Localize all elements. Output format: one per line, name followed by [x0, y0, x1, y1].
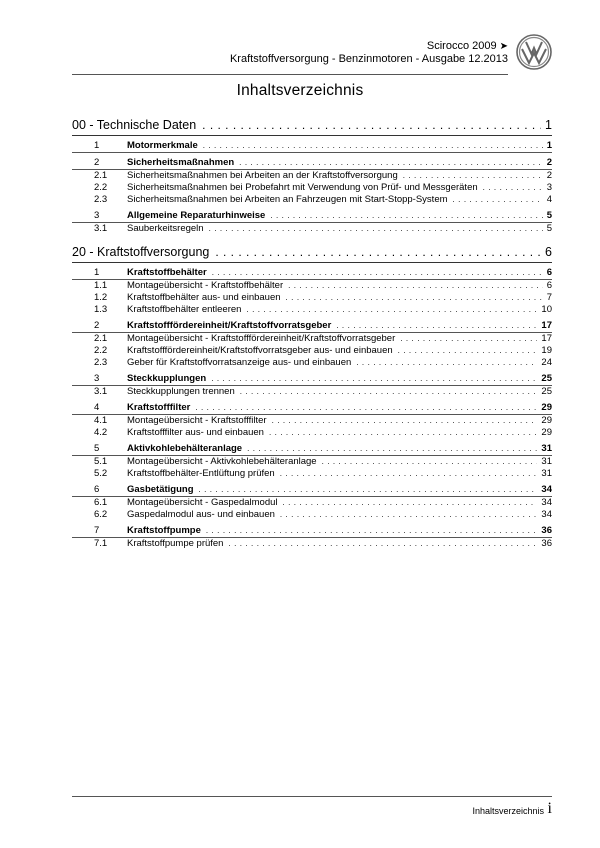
toc-chapter-row[interactable] — [72, 443, 552, 456]
item-page: 24 — [541, 357, 552, 368]
chapter-page: 36 — [541, 525, 552, 536]
dot-leader — [246, 304, 537, 316]
section-divider — [72, 262, 552, 263]
dot-leader — [209, 223, 543, 235]
toc-item-row[interactable] — [72, 292, 552, 304]
item-page: 3 — [546, 182, 552, 193]
dot-leader — [239, 157, 543, 169]
chapter-page: 31 — [541, 443, 552, 454]
dot-leader — [269, 427, 537, 439]
toc-chapter-row[interactable] — [72, 210, 552, 223]
item-title: Sicherheitsmaßnahmen bei Probefahrt mit Verwendung von Prüf- und Messgeräten — [127, 182, 478, 193]
page-header — [230, 40, 508, 66]
item-page: 5 — [546, 223, 552, 234]
dot-leader — [280, 509, 538, 521]
toc-item-row[interactable] — [72, 333, 552, 345]
dot-leader — [283, 497, 538, 509]
chapter-number: 1 — [94, 140, 100, 151]
toc-section-row[interactable] — [72, 242, 552, 262]
chapter-title: Kraftstoffpumpe — [127, 525, 201, 536]
toc-chapter-row[interactable] — [72, 157, 552, 170]
dot-leader — [288, 280, 543, 292]
item-page: 29 — [541, 427, 552, 438]
toc-item-row[interactable] — [72, 427, 552, 439]
item-title: Kraftstoffpumpe prüfen — [127, 538, 224, 549]
item-page: 31 — [541, 456, 552, 467]
toc-item-row[interactable] — [72, 304, 552, 316]
dot-leader — [247, 443, 537, 455]
chapter-number: 5 — [94, 443, 100, 454]
toc-item-row[interactable] — [72, 194, 552, 206]
item-number: 2.3 — [94, 357, 108, 368]
chapter-number: 2 — [94, 320, 100, 331]
chapter-number: 3 — [94, 210, 100, 221]
table-of-contents — [72, 114, 552, 550]
dot-leader — [280, 468, 538, 480]
chapter-page: 25 — [541, 373, 552, 384]
item-title: Kraftstofffilter aus- und einbauen — [127, 427, 264, 438]
chapter-title: Motormerkmale — [127, 140, 198, 151]
item-title: Kraftstoffbehälter-Entlüftung prüfen — [127, 468, 275, 479]
item-title: Sicherheitsmaßnahmen bei Arbeiten an der Kraftstoffversorgung — [127, 170, 398, 181]
section-divider — [72, 135, 552, 136]
dot-leader — [206, 525, 538, 537]
chapter-page: 2 — [546, 157, 552, 168]
dot-leader — [286, 292, 543, 304]
item-number: 3.1 — [94, 386, 108, 397]
toc-chapter-row[interactable] — [72, 525, 552, 538]
item-number: 3.1 — [94, 223, 108, 234]
toc-item-row[interactable] — [72, 456, 552, 468]
chapter-title: Allgemeine Reparaturhinweise — [127, 210, 266, 221]
chapter-title: Kraftstofffilter — [127, 402, 191, 413]
item-page: 6 — [546, 280, 552, 291]
item-title: Montageübersicht - Kraftstoffbehälter — [127, 280, 284, 291]
item-number: 2.1 — [94, 333, 108, 344]
footer-page-number: i — [547, 800, 552, 817]
toc-item-row[interactable] — [72, 223, 552, 235]
dot-leader — [356, 357, 537, 369]
toc-item-row[interactable] — [72, 538, 552, 550]
item-number: 1.3 — [94, 304, 108, 315]
item-page: 31 — [541, 468, 552, 479]
model-label: Scirocco 2009 — [426, 40, 497, 52]
toc-chapter-row[interactable] — [72, 402, 552, 415]
section-spacer — [72, 235, 552, 241]
chapter-page: 5 — [546, 210, 552, 221]
toc-chapter-row[interactable] — [72, 484, 552, 497]
item-page: 34 — [541, 509, 552, 520]
item-number: 2.2 — [94, 345, 108, 356]
item-number: 2.2 — [94, 182, 108, 193]
item-page: 7 — [546, 292, 552, 303]
section-page: 6 — [545, 245, 552, 259]
toc-section-row[interactable] — [72, 115, 552, 135]
chapter-title: Aktivkohlebehälteranlage — [127, 443, 243, 454]
item-number: 1.1 — [94, 280, 108, 291]
dot-leader — [240, 386, 538, 398]
item-title: Sicherheitsmaßnahmen bei Arbeiten an Fahrzeugen mit Start-Stopp-System — [127, 194, 448, 205]
footer-label: Inhaltsverzeichnis — [472, 806, 544, 816]
item-page: 29 — [541, 415, 552, 426]
item-title: Steckkupplungen trennen — [127, 386, 235, 397]
dot-leader — [483, 182, 543, 194]
dot-leader — [453, 194, 543, 206]
toc-item-row[interactable] — [72, 170, 552, 182]
toc-chapter-row[interactable] — [72, 140, 552, 153]
arrow-icon: ➤ — [499, 41, 508, 52]
item-title: Montageübersicht - Kraftstofffördereinheit/Kraftstoffvorratsgeber — [127, 333, 396, 344]
item-page: 4 — [546, 194, 552, 205]
toc-item-row[interactable] — [72, 357, 552, 369]
item-number: 4.1 — [94, 415, 108, 426]
toc-item-row[interactable] — [72, 345, 552, 357]
dot-leader — [211, 373, 537, 385]
item-title: Geber für Kraftstoffvorratsanzeige aus- und einbauen — [127, 357, 352, 368]
toc-item-row[interactable] — [72, 509, 552, 521]
page-title: Inhaltsverzeichnis — [236, 82, 364, 99]
chapter-page: 17 — [541, 320, 552, 331]
item-title: Kraftstoffbehälter aus- und einbauen — [127, 292, 281, 303]
item-number: 4.2 — [94, 427, 108, 438]
chapter-number: 3 — [94, 373, 100, 384]
item-number: 2.3 — [94, 194, 108, 205]
header-subtitle: Kraftstoffversorgung - Benzinmotoren - Ausgabe 12.2013 — [229, 53, 508, 65]
toc-section — [72, 115, 552, 235]
item-page: 36 — [541, 538, 552, 549]
item-title: Sauberkeitsregeln — [127, 223, 204, 234]
chapter-number: 2 — [94, 157, 100, 168]
toc-chapter-row[interactable] — [72, 267, 552, 280]
item-title: Kraftstofffördereinheit/Kraftstoffvorratsgeber aus- und einbauen — [127, 345, 393, 356]
item-title: Montageübersicht - Gaspedalmodul — [127, 497, 278, 508]
toc-item-row[interactable] — [72, 386, 552, 398]
item-number: 6.1 — [94, 497, 108, 508]
item-title: Kraftstoffbehälter entleeren — [127, 304, 242, 315]
item-number: 7.1 — [94, 538, 108, 549]
item-page: 10 — [541, 304, 552, 315]
chapter-number: 7 — [94, 525, 100, 536]
dot-leader — [195, 402, 537, 414]
item-page: 2 — [546, 170, 552, 181]
item-title: Gaspedalmodul aus- und einbauen — [127, 509, 275, 520]
toc-section — [72, 235, 552, 550]
chapter-number: 1 — [94, 267, 100, 278]
footer-divider — [72, 796, 552, 797]
vw-logo-icon — [516, 34, 552, 70]
toc-item-row[interactable] — [72, 182, 552, 194]
item-title: Montageübersicht - Kraftstofffilter — [127, 415, 267, 426]
header-divider — [72, 74, 508, 75]
dot-leader — [212, 267, 543, 279]
dot-leader — [272, 415, 538, 427]
chapter-title: Gasbetätigung — [127, 484, 194, 495]
chapter-title: Steckkupplungen — [127, 373, 207, 384]
section-page: 1 — [545, 118, 552, 132]
chapter-title: Kraftstofffördereinheit/Kraftstoffvorratsgeber — [127, 320, 332, 331]
dot-leader — [398, 345, 538, 357]
chapter-page: 6 — [546, 267, 552, 278]
section-title: 00 - Technische Daten — [72, 118, 197, 132]
dot-leader — [403, 170, 543, 182]
dot-leader — [322, 456, 538, 468]
chapter-number: 4 — [94, 402, 100, 413]
toc-item-row[interactable] — [72, 468, 552, 480]
dot-leader — [400, 333, 537, 345]
dot-leader — [336, 320, 537, 332]
item-number: 5.1 — [94, 456, 108, 467]
item-page: 34 — [541, 497, 552, 508]
item-number: 1.2 — [94, 292, 108, 303]
toc-chapter-row[interactable] — [72, 320, 552, 333]
chapter-number: 6 — [94, 484, 100, 495]
dot-leader — [228, 538, 537, 550]
item-page: 17 — [541, 333, 552, 344]
toc-item-row[interactable] — [72, 497, 552, 509]
model-line — [230, 40, 508, 53]
item-number: 2.1 — [94, 170, 108, 181]
dot-leader — [199, 484, 538, 496]
toc-chapter-row[interactable] — [72, 373, 552, 386]
section-title: 20 - Kraftstoffversorgung — [72, 245, 210, 259]
toc-item-row[interactable] — [72, 415, 552, 427]
dot-leader — [215, 242, 541, 262]
chapter-page: 29 — [541, 402, 552, 413]
dot-leader — [202, 115, 541, 135]
dot-leader — [203, 140, 543, 152]
chapter-title: Kraftstoffbehälter — [127, 267, 207, 278]
chapter-page: 1 — [546, 140, 552, 151]
item-page: 25 — [541, 386, 552, 397]
item-number: 6.2 — [94, 509, 108, 520]
chapter-title: Sicherheitsmaßnahmen — [127, 157, 235, 168]
item-title: Montageübersicht - Aktivkohlebehälteranlage — [127, 456, 317, 467]
item-number: 5.2 — [94, 468, 108, 479]
item-page: 19 — [541, 345, 552, 356]
dot-leader — [270, 210, 542, 222]
chapter-page: 34 — [541, 484, 552, 495]
toc-item-row[interactable] — [72, 280, 552, 292]
